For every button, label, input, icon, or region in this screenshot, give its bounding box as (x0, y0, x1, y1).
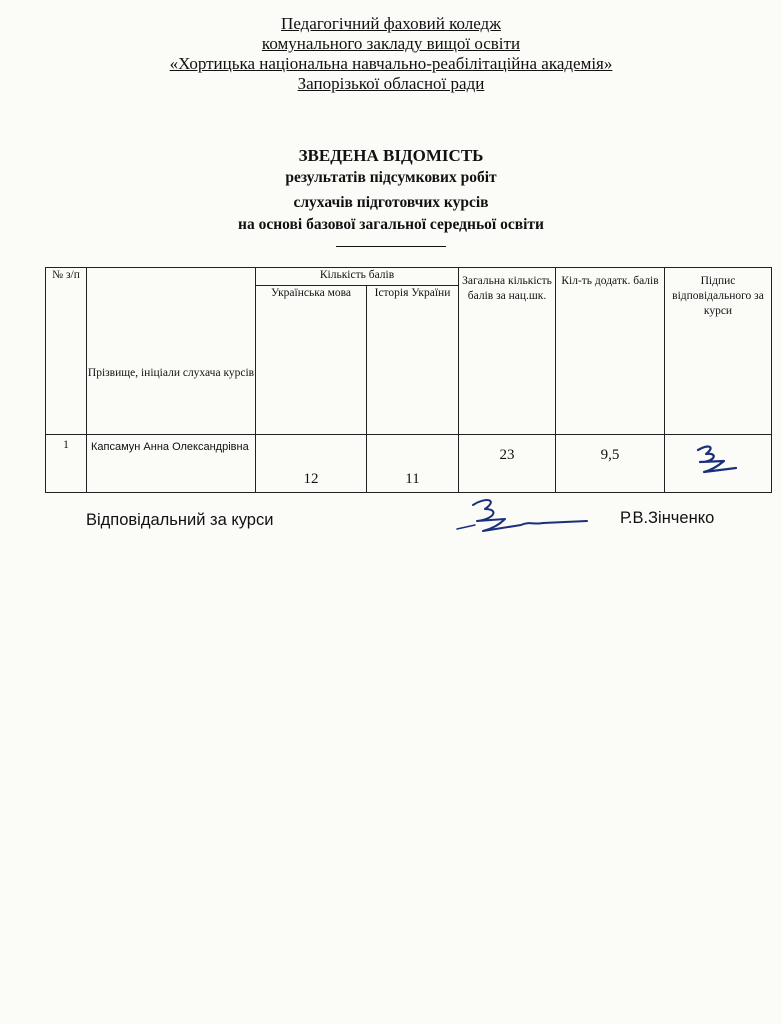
row-history: 11 (367, 435, 459, 493)
responsible-name: Р.В.Зінченко (620, 509, 715, 527)
header-total: Загальна кількість балів за нац.шк. (459, 268, 556, 435)
header-signature: Підпис відповідального за курси (665, 268, 772, 435)
signature-main-icon (455, 495, 590, 537)
table-header-row (46, 268, 772, 286)
title-sub-results: результатів підсумкових робіт (285, 169, 497, 186)
header-number: № з/п (46, 268, 87, 435)
header-line-institution: комунального закладу вищої освіти (261, 34, 521, 53)
college-header (0, 14, 782, 94)
row-ukrainian: 12 (256, 435, 367, 493)
header-name: Прізвище, ініціали слухача курсів (87, 268, 256, 435)
header-line-council: Запорізької обласної ради (297, 74, 485, 93)
row-name: Капсамун Анна Олександрівна (87, 435, 256, 493)
header-points: Кількість балів (256, 268, 459, 286)
header-extra: Кіл-ть додатк. балів (556, 268, 665, 435)
row-number: 1 (46, 435, 87, 493)
header-ukrainian: Українська мова (256, 286, 367, 435)
table-row (46, 435, 772, 493)
responsible-label: Відповідальний за курси (86, 511, 274, 529)
title-sub-basis: на основі базової загальної середньої освіти (238, 216, 544, 233)
results-table (45, 267, 772, 493)
header-line-college: Педагогічний фаховий коледж (281, 14, 501, 33)
row-extra: 9,5 (556, 435, 665, 493)
signature-small-icon (690, 440, 750, 480)
header-history: Історія України (367, 286, 459, 435)
header-line-academy: «Хортицька національна навчально-реабілітаційна академія» (169, 54, 613, 73)
title-underline (336, 246, 446, 247)
row-total: 23 (459, 435, 556, 493)
title-main: ЗВЕДЕНА ВІДОМІСТЬ (298, 146, 484, 165)
title-sub-students: слухачів підготовчих курсів (293, 194, 489, 211)
document-title (0, 145, 782, 247)
